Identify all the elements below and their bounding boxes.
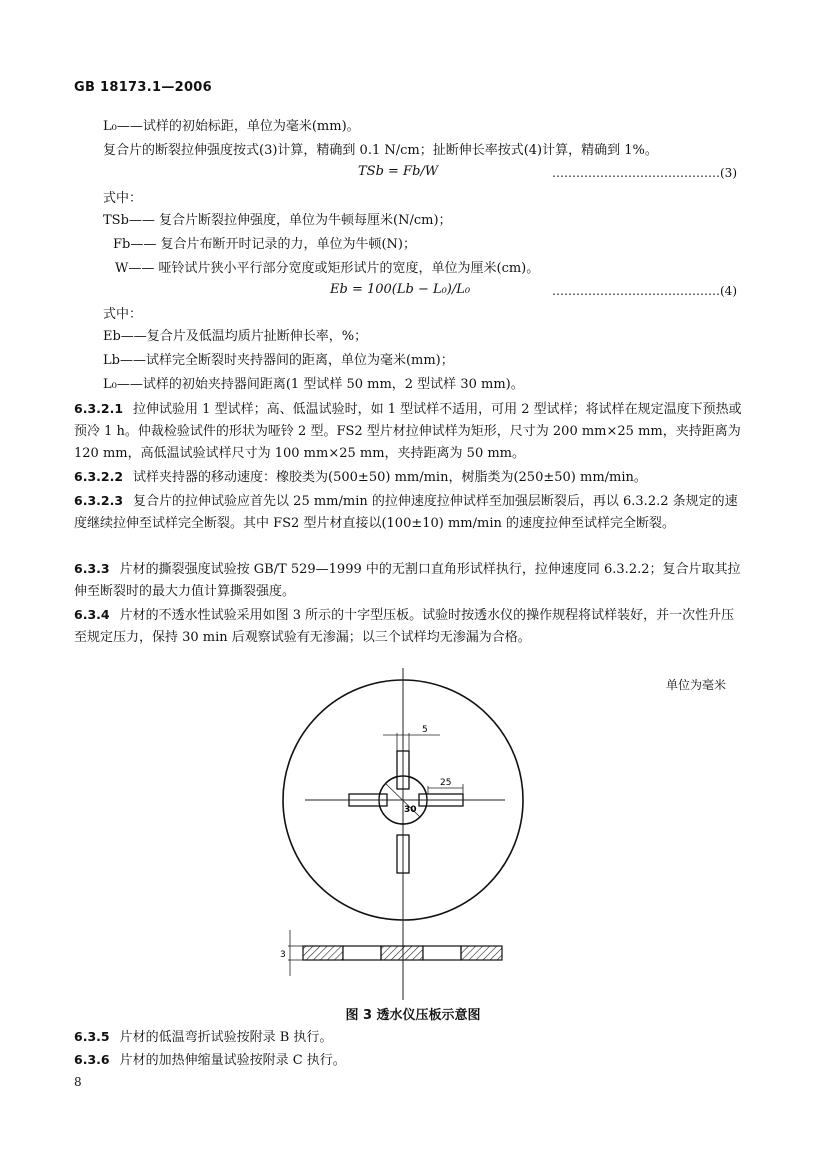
dim-label-slot-width: 5 [422,725,428,735]
clause-6-3-6 [74,1051,746,1070]
clause-6-3-5 [74,1028,746,1047]
clause-number: 6.3.2.3 [74,493,124,508]
clause-number: 6.3.2.2 [74,469,124,484]
formula-3-number: ……………………………………(3) [552,166,737,180]
clause-text: 片材的低温弯折试验按附录 B 执行。 [119,1030,333,1045]
dim-label-diameter: 30 [404,805,417,815]
clause-text: 试样夹持器的移动速度：橡胶类为(500±50) mm/min，树脂类为(250±50) mm/min。 [133,470,647,485]
calc-instruction: 复合片的断裂拉伸强度按式(3)计算，精确到 0.1 N/cm；扯断伸长率按式(4)计算，精确到 1%。 [103,143,658,158]
definition-tsb: TSb—— 复合片断裂拉伸强度，单位为牛顿每厘米(N/cm)； [103,213,452,228]
definition-l0-grip: L₀——试样的初始夹持器间距离(1 型试样 50 mm，2 型试样 30 mm)。 [103,377,524,392]
formula-4: Eb = 100(Lb − L₀)/L₀ [330,282,471,297]
plate-section-view [303,946,502,960]
definition-l0: L₀——试样的初始标距，单位为毫米(mm)。 [103,119,360,134]
where-label: 式中： [103,191,143,206]
formula-3: TSb = Fb/W [358,164,439,179]
dim-label-offset: 25 [440,778,452,788]
definition-w: W—— 哑铃试片狭小平行部分宽度或矩形试片的宽度，单位为厘米(cm)。 [115,261,540,276]
clause-text: 片材的不透水性试验采用如图 3 所示的十字型压板。试验时按透水仪的操作规程将试样装好，并一次性升压至规定压力，保持 30 min 后观察试验有无渗漏；以三个试样均无渗漏为合格。 [74,608,735,645]
clause-number: 6.3.2.1 [74,401,124,416]
page-number: 8 [74,1075,82,1089]
clause-text: 片材的撕裂强度试验按 GB/T 529—1999 中的无割口直角形试样执行，拉伸速度同 6.3.2.2；复合片取其拉伸至断裂时的最大力值计算撕裂强度。 [74,562,741,599]
dim-label-thickness: 3 [280,950,286,960]
clause-number: 6.3.4 [74,607,110,622]
clause-text: 拉伸试验用 1 型试样；高、低温试验时，如 1 型试样不适用，可用 2 型试样；将试样在规定温度下预热或预冷 1 h。仲裁检验试件的形状为哑铃 2 型。FS2 型片材拉伸试样为矩形，尺寸为 200 mm×25 mm，夹持距离为 120 mm，高低温试验试样尺寸为 100 mm×25 mm，夹持距离为 50 mm。 [74,402,742,461]
definition-eb: Eb——复合片及低温均质片扯断伸长率，%； [103,329,368,344]
standard-code-header: GB 18173.1—2006 [74,80,212,95]
unit-note: 单位为毫米 [665,678,726,692]
where-label: 式中： [103,307,143,322]
clause-number: 6.3.3 [74,561,110,576]
clause-text: 复合片的拉伸试验应首先以 25 mm/min 的拉伸速度拉伸试样至加强层断裂后，再以 6.3.2.2 条规定的速度继续拉伸至试样完全断裂。其中 FS2 型片材直接以(100±10) mm/min 的速度拉伸至试样完全断裂。 [74,494,738,531]
formula-4-number: ……………………………………(4) [552,284,737,298]
definition-lb: Lb——试样完全断裂时夹持器间的距离，单位为毫米(mm)； [103,353,454,368]
clause-text: 片材的加热伸缩量试验按附录 C 执行。 [119,1053,346,1068]
figure-caption: 图 3 透水仪压板示意图 [345,1008,481,1023]
clause-number: 6.3.6 [74,1052,110,1067]
definition-fb: Fb—— 复合片布断开时记录的力，单位为牛顿(N)； [113,237,416,252]
clause-number: 6.3.5 [74,1029,110,1044]
